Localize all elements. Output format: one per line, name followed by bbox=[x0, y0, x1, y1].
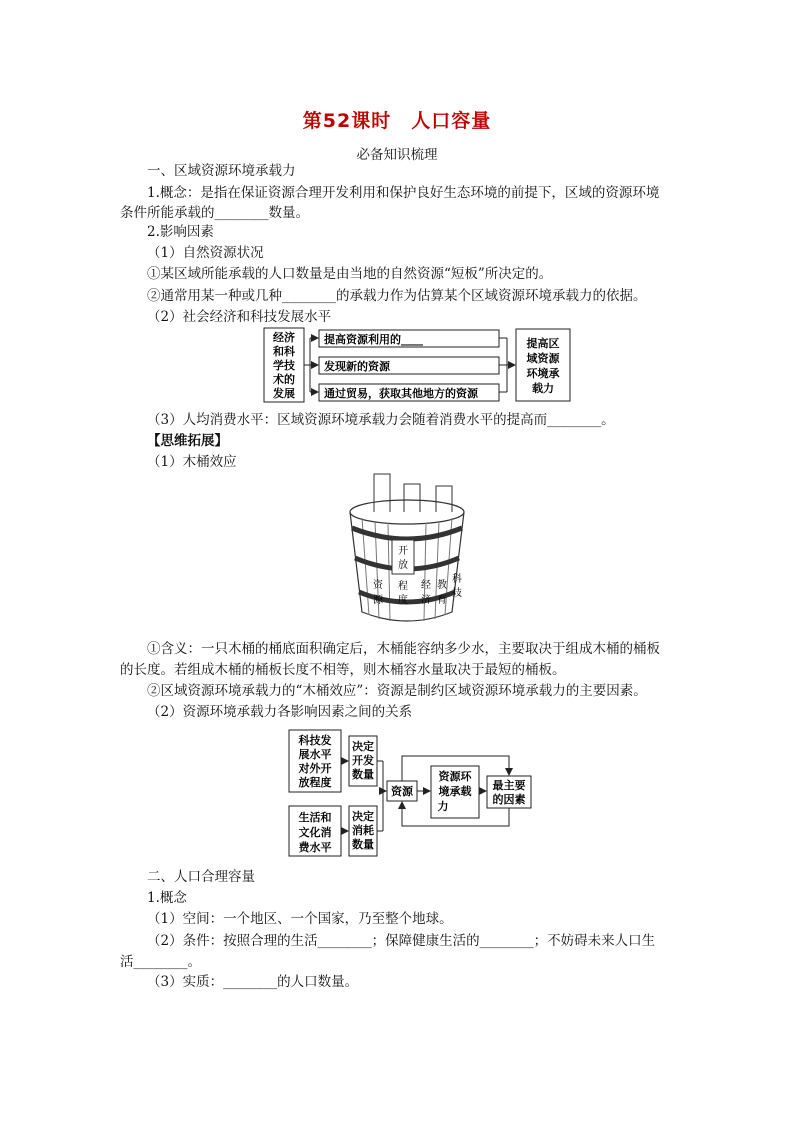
bucket-effect: ②区域资源环境承载力的“木桶效应”：资源是制约区域资源环境承载力的主要因素。 bbox=[147, 683, 647, 699]
factor-natural-b: ②通常用某一种或几种________的承载力作为估算某个区域资源环境承载力的依据。 bbox=[147, 288, 647, 304]
bucket-heading: （1）木桶效应 bbox=[147, 454, 237, 470]
concept-line-1: 1.概念：是指在保证资源合理开发利用和保护良好生态环境的前提下，区域的资源环境 bbox=[147, 185, 660, 201]
factor-natural-a: ①某区域所能承载的人口数量是由当地的自然资源“短板”所决定的。 bbox=[147, 266, 553, 282]
stave-economy-2: 济 bbox=[421, 595, 431, 606]
d1-right-line-1: 提高区 bbox=[526, 337, 560, 350]
stave-open-2: 放 bbox=[398, 560, 408, 571]
d1-right-line-2: 域资源 bbox=[526, 352, 560, 365]
section-2-heading: 二、人口合理容量 bbox=[147, 869, 255, 885]
d1-right-line-4: 载力 bbox=[532, 382, 554, 395]
d1-left-line-2: 和科 bbox=[273, 345, 295, 358]
d1-mid-2: 发现新的资源 bbox=[324, 360, 390, 373]
d2-capacity-3: 力 bbox=[437, 800, 449, 813]
factor-economy: （2）社会经济和科技发展水平 bbox=[147, 309, 332, 325]
factors-heading: 2.影响因素 bbox=[147, 224, 214, 240]
d1-mid-3: 通过贸易，获取其他地方的资源 bbox=[324, 387, 478, 400]
d2-main-2: 的因素 bbox=[492, 793, 526, 806]
d1-left-line-3: 学技 bbox=[273, 359, 295, 372]
d2-tech-3: 对外开 bbox=[298, 762, 332, 775]
s2-space: （1）空间：一个地区、一个国家，乃至整个地球。 bbox=[147, 911, 453, 927]
d2-cons-3: 数量 bbox=[352, 838, 374, 851]
stave-resource-2: 源 bbox=[373, 595, 383, 606]
factor-natural: （1）自然资源状况 bbox=[147, 245, 264, 261]
s2-concept: 1.概念 bbox=[147, 890, 187, 906]
d2-resource: 资源 bbox=[391, 785, 413, 798]
s2-essence: （3）实质：________的人口数量。 bbox=[147, 974, 359, 990]
d2-dev-2: 开发 bbox=[352, 754, 374, 767]
s2-condition-2: 活________。 bbox=[120, 954, 201, 970]
stave-education-2: 育 bbox=[437, 595, 447, 606]
stave-tech-1: 科 bbox=[452, 574, 462, 585]
d2-life-2: 文化消 bbox=[298, 826, 332, 839]
economy-diagram bbox=[262, 326, 572, 406]
d1-right-line-3: 环境承 bbox=[526, 367, 560, 380]
s2-condition-1: （2）条件：按照合理的生活________；保障健康生活的________；不妨碍未来人口生 bbox=[147, 933, 656, 949]
stave-degree-1: 程 bbox=[398, 581, 408, 592]
bucket-illustration bbox=[342, 472, 472, 632]
d2-dev-3: 数量 bbox=[352, 768, 374, 781]
d1-mid-1: 提高资源利用的____ bbox=[324, 333, 423, 346]
concept-line-2: 条件所能承载的________数量。 bbox=[120, 205, 309, 221]
d2-capacity-1: 资源环 bbox=[438, 770, 472, 783]
d2-tech-1: 科技发 bbox=[298, 734, 332, 747]
d2-tech-2: 展水平 bbox=[298, 748, 332, 761]
stave-economy-1: 经 bbox=[421, 580, 431, 591]
d1-left-line-4: 术的 bbox=[273, 373, 295, 386]
page-subtitle: 必备知识梳理 bbox=[356, 147, 438, 163]
page-title: 第52课时 人口容量 bbox=[302, 110, 492, 132]
d2-life-3: 费水平 bbox=[298, 841, 332, 854]
d2-dev-1: 决定 bbox=[352, 740, 374, 753]
d1-left-line-1: 经济 bbox=[273, 331, 295, 344]
d2-capacity-2: 境承载 bbox=[438, 785, 472, 798]
relation-diagram bbox=[285, 726, 535, 860]
stave-degree-2: 度 bbox=[398, 595, 408, 606]
relation-heading: （2）资源环境承载力各影响因素之间的关系 bbox=[147, 704, 413, 720]
d2-cons-1: 决定 bbox=[352, 810, 374, 823]
stave-resource-1: 资 bbox=[373, 580, 383, 591]
d2-cons-2: 消耗 bbox=[352, 824, 374, 837]
stave-education-1: 教 bbox=[437, 580, 447, 591]
bucket-meaning-1: ①含义：一只木桶的桶底面积确定后，木桶能容纳多少水，主要取决于组成木桶的桶板 bbox=[147, 641, 660, 657]
d2-tech-4: 放程度 bbox=[298, 776, 332, 789]
bucket-meaning-2: 的长度。若组成木桶的桶板长度不相等，则木桶容水量取决于最短的桶板。 bbox=[120, 662, 566, 678]
thinking-heading: 【思维拓展】 bbox=[147, 433, 228, 449]
section-1-heading: 一、区域资源环境承载力 bbox=[147, 163, 296, 179]
d1-left-line-5: 发展 bbox=[273, 387, 295, 400]
d2-life-1: 生活和 bbox=[298, 811, 332, 824]
d2-main-1: 最主要 bbox=[492, 779, 526, 792]
factor-consumption: （3）人均消费水平：区域资源环境承载力会随着消费水平的提高而________。 bbox=[147, 412, 615, 428]
stave-tech-2: 技 bbox=[452, 588, 462, 599]
stave-open-1: 开 bbox=[398, 546, 408, 557]
